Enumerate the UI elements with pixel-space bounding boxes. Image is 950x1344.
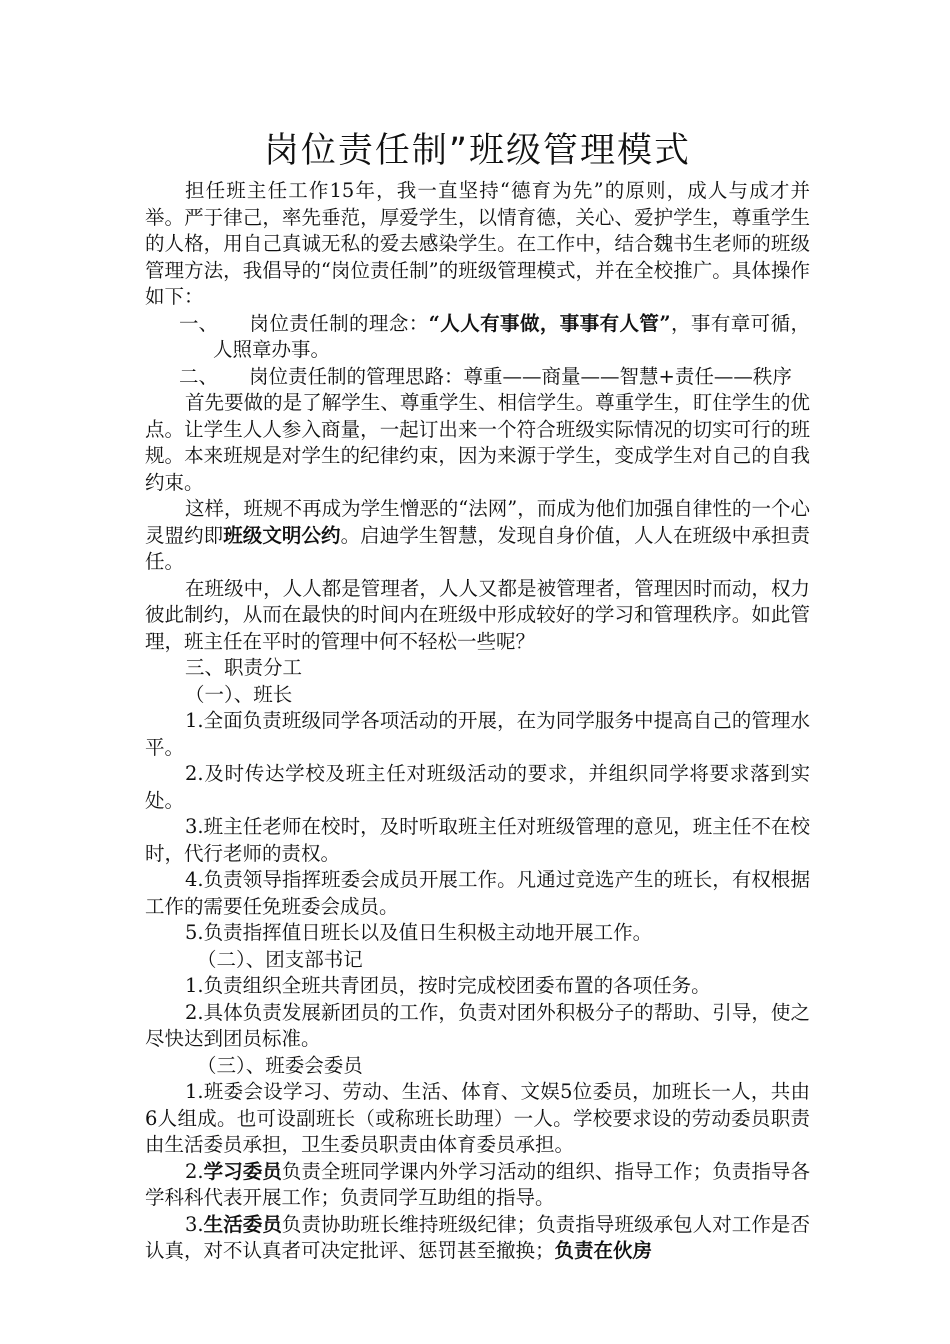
document-title: 岗位责任制”班级管理模式 — [263, 131, 692, 171]
committee-item-2-text: 负责全班同学课内外学习活动的组织、指导工作；负责指导各学科科代表开展工作；负责同学互助组的指导。 — [145, 1159, 810, 1209]
monitor-item-1: 1.全面负责班级同学各项活动的开展，在为同学服务中提高自己的管理水平。 — [145, 709, 810, 759]
league-item-2: 2.具体负责发展新团员的工作，负责对团外积极分子的帮助、引导，使之尽快达到团员标准。 — [145, 1000, 810, 1050]
item-one-text: 岗位责任制的理念： — [249, 311, 429, 335]
item-two-number: 二、 — [179, 364, 219, 388]
manage-paragraph: 在班级中，人人都是管理者，人人又都是被管理者，管理因时而动，权力彼此制约，从而在最快的时间内在班级中形成较好的学习和管理秩序。如此管理，班主任在平时的管理中何不轻松一些呢？ — [145, 576, 810, 653]
item-one — [145, 311, 810, 364]
committee-item-3 — [145, 1212, 810, 1265]
rules-text-a: 这样，班规不再成为学生憎恶的“法网”，而成为他们加强自律性的一个心灵盟约即 — [145, 497, 810, 547]
committee-item-3-number: 3. — [185, 1212, 204, 1236]
monitor-item-3: 3.班主任老师在校时，及时听取班主任对班级管理的意见，班主任不在校时，代行老师的责权。 — [145, 815, 810, 865]
rules-paragraph — [145, 496, 810, 576]
monitor-item-4: 4.负责领导指挥班委会成员开展工作。凡通过竞选产生的班长，有权根据工作的需要任免班委会成员。 — [145, 868, 810, 918]
study-committee-label: 学习委员 — [203, 1159, 282, 1183]
committee-item-1: 1.班委会设学习、劳动、生活、体育、文娱5位委员，加班长一人，共由6人组成。也可设副班长（或称班长助理）一人。学校要求设的劳动委员职责由生活委员承担，卫生委员职责由体育委员承担。 — [145, 1080, 810, 1156]
class-covenant: 班级文明公约 — [223, 523, 341, 547]
understand-paragraph: 首先要做的是了解学生、尊重学生、相信学生。尊重学生，盯住学生的优点。让学生人人参入商量，一起订出来一个符合班级实际情况的切实可行的班规。本来班规是对学生的纪律约束，因为来源于学生，变成学生对自己的自我约束。 — [145, 391, 810, 494]
item-one-text-end: ，事有章可循，人照章办事。 — [213, 311, 810, 361]
monitor-heading: （一）、班长 — [185, 682, 293, 706]
life-committee-label: 生活委员 — [203, 1212, 282, 1236]
committee-heading: （三）、班委会委员 — [197, 1053, 363, 1077]
section-three-heading: 三、职责分工 — [185, 656, 303, 679]
league-heading: （二）、团支部书记 — [197, 947, 363, 971]
item-two-text: 岗位责任制的管理思路：尊重——商量——智慧+责任——秩序 — [249, 364, 792, 388]
rules-text-b: 。启迪学生智慧，发现自身价值，人人在班级中承担责任。 — [145, 523, 810, 573]
committee-item-3-bold-end: 负责在伙房 — [554, 1239, 653, 1262]
committee-item-2 — [145, 1159, 810, 1212]
intro-paragraph: 担任班主任工作15年，我一直坚持“德育为先”的原则，成人与成才并举。严于律己，率先垂范，厚爱学生，以情育德，关心、爱护学生，尊重学生的人格，用自己真诚无私的爱去感染学生。在工作中，结合魏书生老师的班级管理方法，我倡导的“岗位责任制”的班级管理模式，并在全校推广。具体操作如下： — [145, 179, 810, 308]
monitor-item-5: 5.负责指挥值日班长以及值日生积极主动地开展工作。 — [185, 921, 653, 944]
committee-item-2-number: 2. — [185, 1159, 204, 1183]
item-one-number: 一、 — [179, 311, 219, 335]
item-two — [145, 364, 810, 391]
league-item-1: 1.负责组织全班共青团员，按时完成校团委布置的各项任务。 — [185, 974, 711, 997]
committee-item-3-text: 负责协助班长维持班级纪律；负责指导班级承包人对工作是否认真，对不认真者可决定批评、惩罚甚至撤换； — [145, 1212, 810, 1262]
monitor-item-2: 2.及时传达学校及班主任对班级活动的要求，并组织同学将要求落到实处。 — [145, 762, 810, 812]
item-one-slogan: “人人有事做，事事有人管” — [428, 311, 671, 335]
